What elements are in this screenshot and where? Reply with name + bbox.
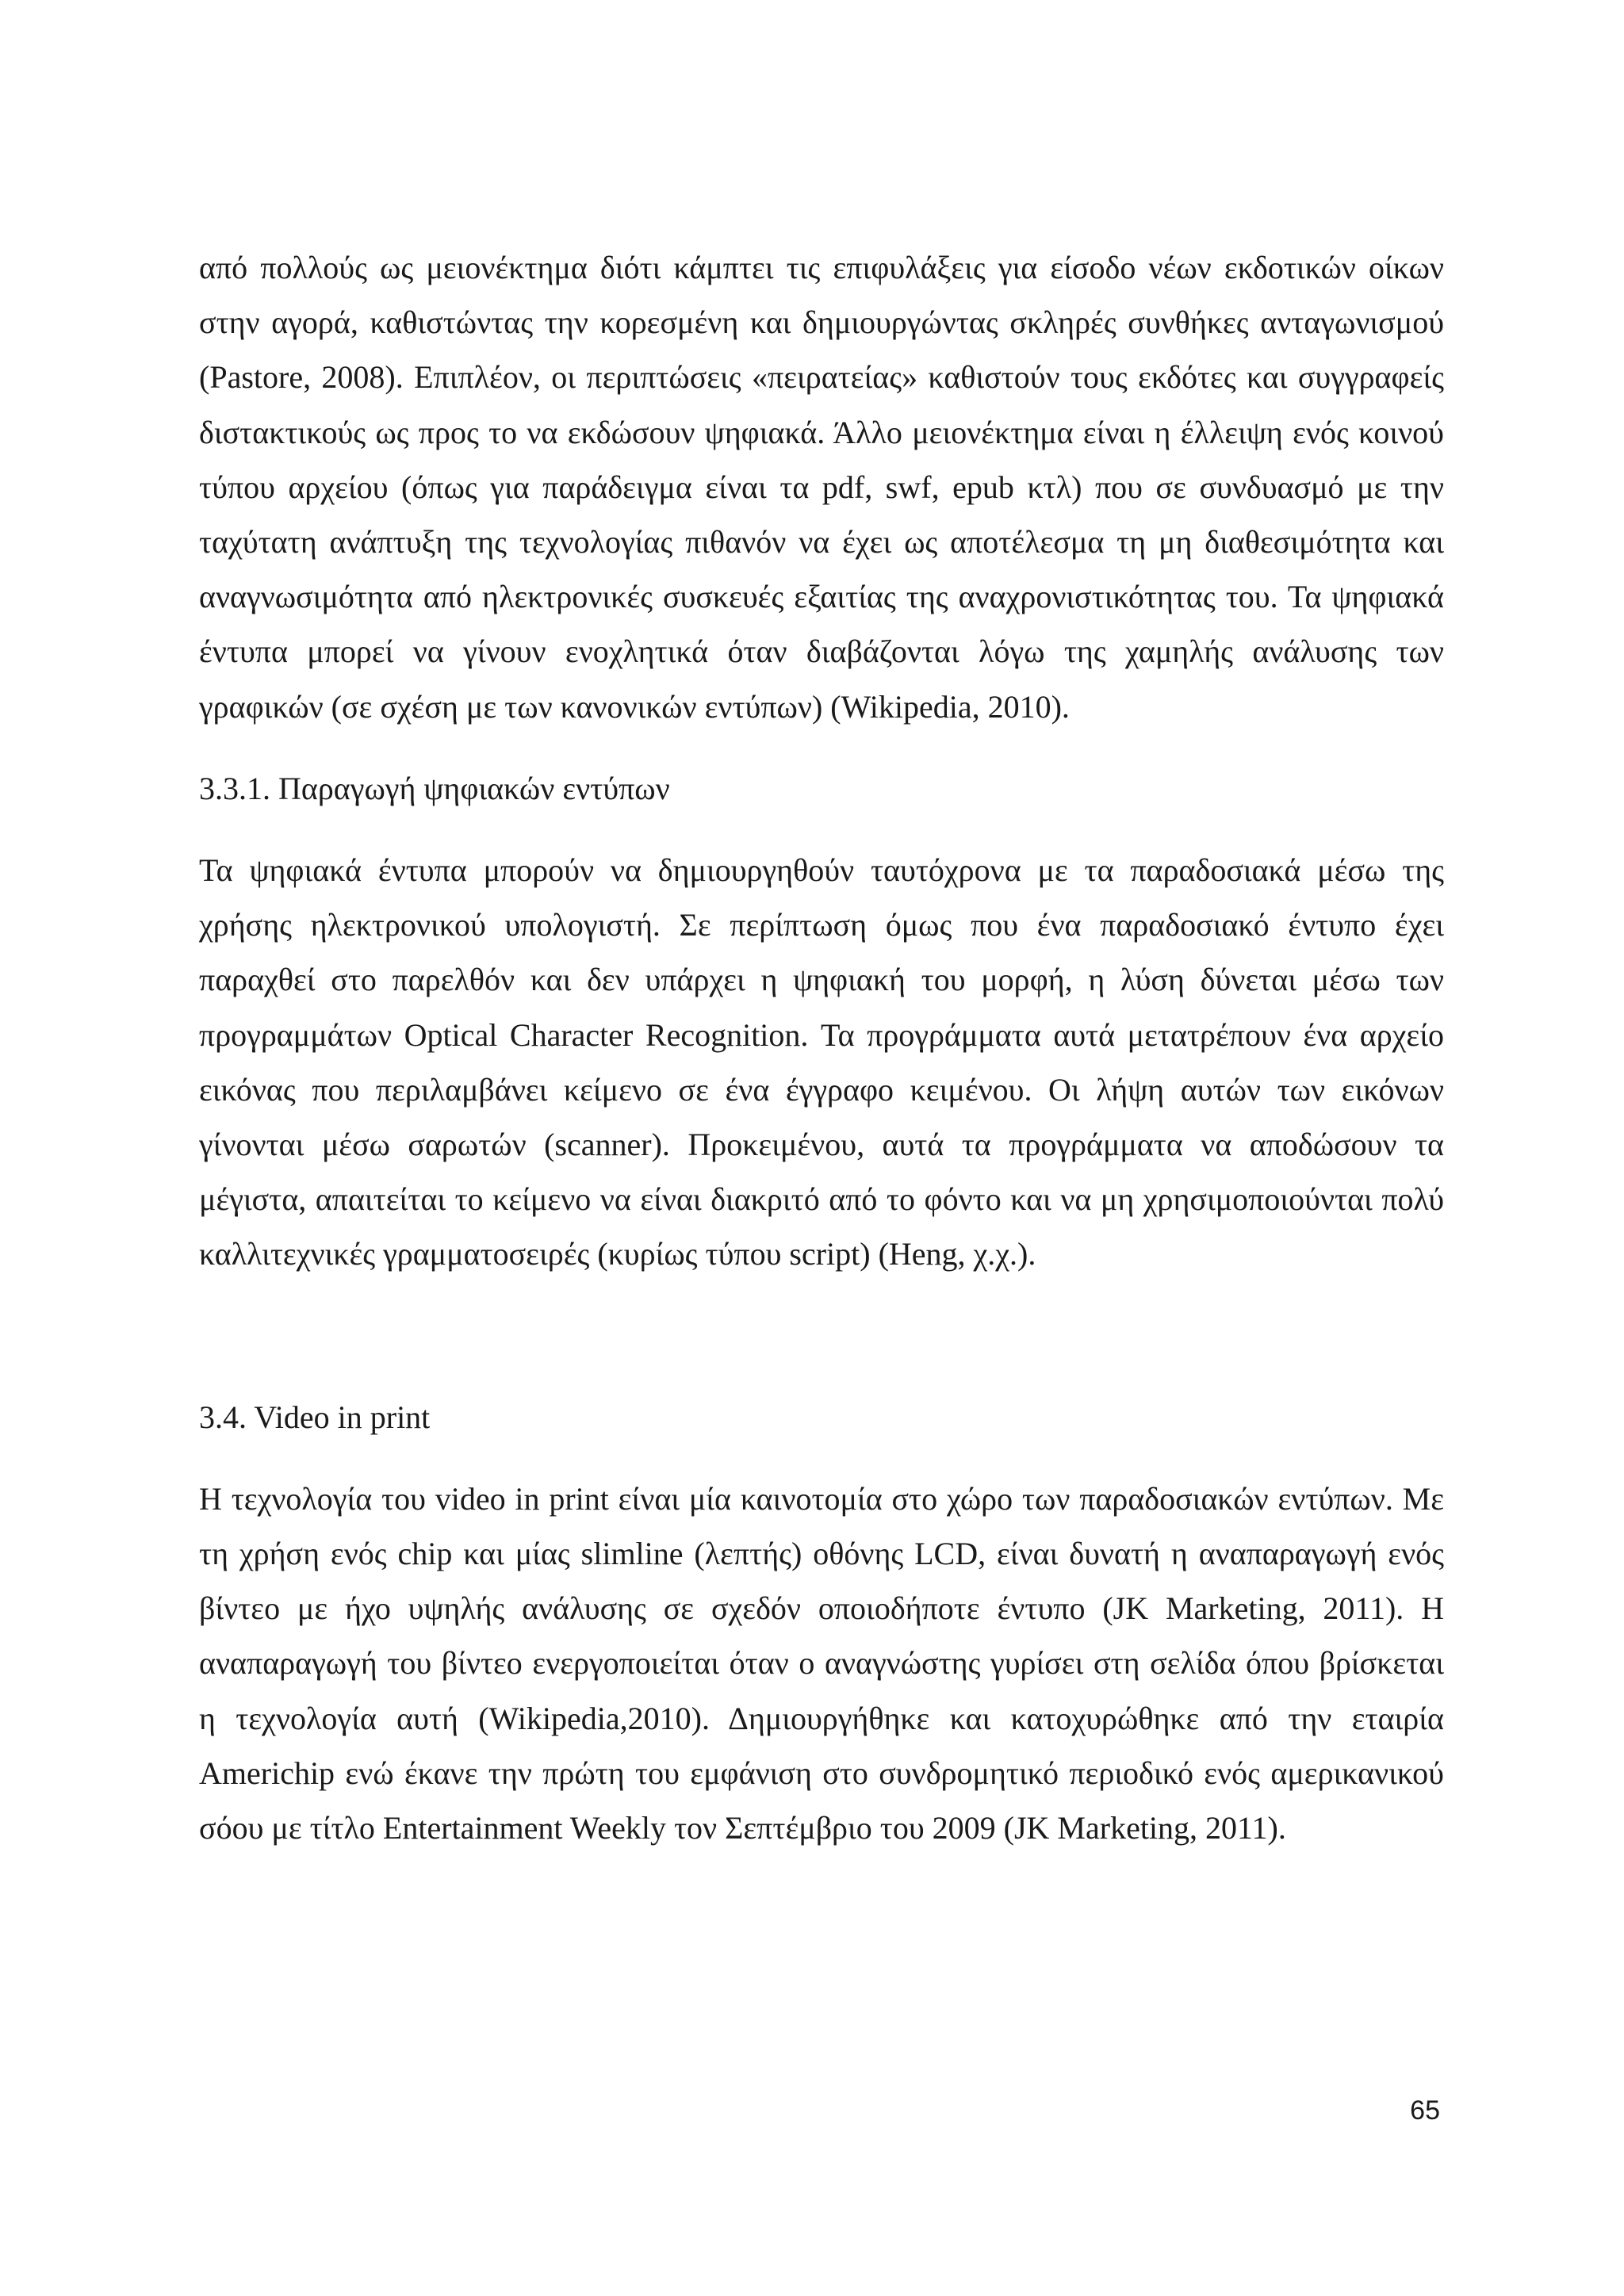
paragraph-digital-production: Τα ψηφιακά έντυπα μπορούν να δημιουργηθούν ταυτόχρονα με τα παραδοσιακά μέσω της χρήσης ηλεκτρονικού υπολογιστή. Σε περίπτωση όμως που ένα παραδοσιακό έντυπο έχει παραχθεί στο παρελθόν και δεν υπάρχει η ψηφιακή του μορφή, η λύση δύνεται μέσω των προγραμμάτων Optical Character Recognition. Τα προγράμματα αυτά μετατρέπουν ένα αρχείο εικόνας που περιλαμβάνει κείμενο σε ένα έγγραφο κειμένου. Οι λήψη αυτών των εικόνων γίνονται μέσω σαρωτών (scanner). Προκειμένου, αυτά τα προγράμματα να αποδώσουν τα μέγιστα, απαιτείται το κείμενο να είναι διακριτό από το φόντο και να μη χρησιμοποιούνται πολύ καλλιτεχνικές γραμματοσειρές (κυρίως τύπου script) (Heng, χ.χ.).: [199, 852, 1444, 1272]
section-heading-3-4: 3.4. Video in print: [199, 1399, 431, 1435]
page-body: [199, 240, 1444, 1855]
paragraph-pastore-drawbacks: από πολλούς ως μειονέκτημα διότι κάμπτει τις επιφυλάξεις για είσοδο νέων εκδοτικών οίκων στην αγορά, καθιστώντας την κορεσμένη και δημιουργώντας σκληρές συνθήκες ανταγωνισμού (Pastore, 2008). Επιπλέον, οι περιπτώσεις «πειρατείας» καθιστούν τους εκδότες και συγγραφείς διστακτικούς ως προς το να εκδώσουν ψηφιακά. Άλλο μειονέκτημα είναι η έλλειψη ενός κοινού τύπου αρχείου (όπως για παράδειγμα είναι τα pdf, swf, epub κτλ) που σε συνδυασμό με την ταχύτατη ανάπτυξη της τεχνολογίας πιθανόν να έχει ως αποτέλεσμα τη μη διαθεσιμότητα και αναγνωσιμότητα από ηλεκτρονικές συσκευές εξαιτίας της αναχρονιστικότητας του. Τα ψηφιακά έντυπα μπορεί να γίνουν ενοχλητικά όταν διαβάζονται λόγω της χαμηλής ανάλυσης των γραφικών (σε σχέση με των κανονικών εντύπων) (Wikipedia, 2010).: [199, 250, 1444, 725]
paragraph-video-in-print: Η τεχνολογία του video in print είναι μία καινοτομία στο χώρο των παραδοσιακών εντύπων. Με τη χρήση ενός chip και μίας slimline (λεπτής) οθόνης LCD, είναι δυνατή η αναπαραγωγή ενός βίντεο με ήχο υψηλής ανάλυσης σε σχεδόν οποιοδήποτε έντυπο (JK Marketing, 2011). Η αναπαραγωγή του βίντεο ενεργοποιείται όταν ο αναγνώστης γυρίσει στη σελίδα όπου βρίσκεται η τεχνολογία αυτή (Wikipedia,2010). Δημιουργήθηκε και κατοχυρώθηκε από την εταιρία Americhip ενώ έκανε την πρώτη του εμφάνιση στο συνδρομητικό περιοδικό ενός αμερικανικού σόου με τίτλο Entertainment Weekly τον Σεπτέμβριο του 2009 (JK Marketing, 2011).: [199, 1480, 1444, 1846]
page-number: 65: [1410, 2095, 1440, 2126]
section-heading-3-3-1: 3.3.1. Παραγωγή ψηφιακών εντύπων: [199, 770, 670, 806]
